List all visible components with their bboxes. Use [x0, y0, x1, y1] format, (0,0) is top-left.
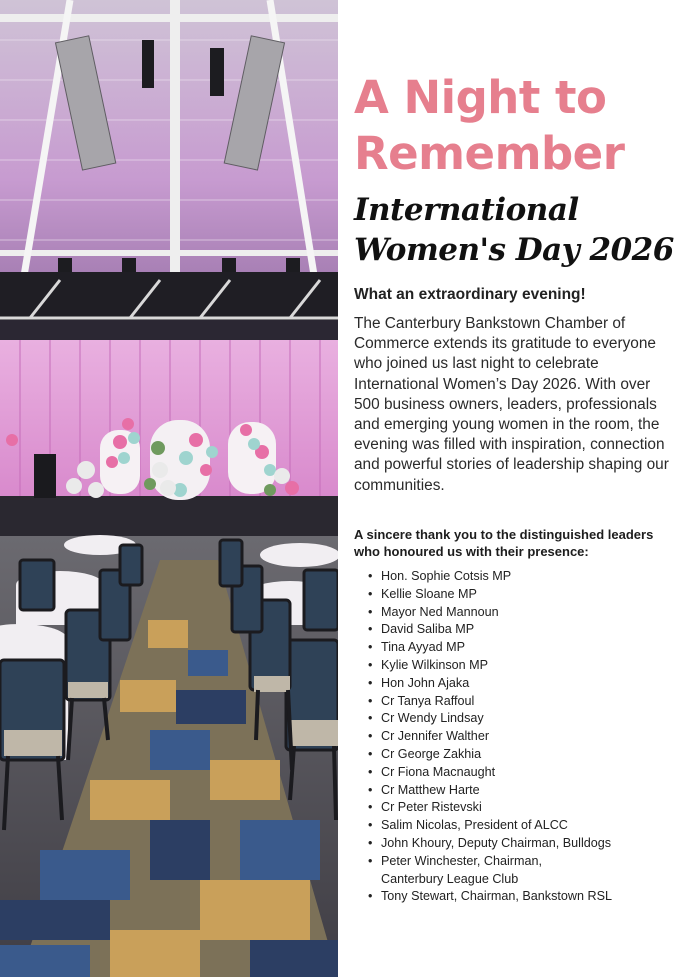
ballroom-photo-illustration [0, 0, 338, 977]
guest-item: • Hon. Sophie Cotsis MP [366, 568, 676, 586]
subheading: What an extraordinary evening! [354, 286, 586, 303]
intro-paragraph: The Canterbury Bankstown Chamber of Commerce extends its gratitude to everyone who joined us last night to celebrate International Women’s Day 2026. With over 500 business owners, leaders, professionals and emerging young women in the room, the evening was filled with inspiration, connection and powerful stories of leadership shaping our communities. [354, 315, 669, 494]
guest-item: • Tina Ayyad MP [366, 639, 676, 657]
guest-item: • Cr Jennifer Walther [366, 728, 676, 746]
guest-item: • John Khoury, Deputy Chairman, Bulldogs [366, 835, 676, 853]
guest-item: • Kellie Sloane MP [366, 586, 676, 604]
guest-item: • Hon John Ajaka [366, 675, 676, 693]
guest-item: • Mayor Ned Mannoun [366, 604, 676, 622]
guest-item: • Cr Matthew Harte [366, 782, 676, 800]
guest-item: • Cr Fiona Macnaught [366, 764, 676, 782]
guest-list [366, 568, 676, 906]
headline: A Night to Remember [354, 71, 625, 180]
guest-item: • Cr Tanya Raffoul [366, 693, 676, 711]
guest-item: • Tony Stewart, Chairman, Bankstown RSL [366, 888, 676, 906]
article-text [354, 0, 682, 977]
event-title: International Women's Day 2026 [354, 192, 674, 268]
thanks-heading: A sincere thank you to the distinguished leaders who honoured us with their presence: [354, 527, 654, 559]
guest-item: • Kylie Wilkinson MP [366, 657, 676, 675]
guest-item: • Salim Nicolas, President of ALCC [366, 817, 676, 835]
guest-item: • Peter Winchester, Chairman, Canterbury League Club [366, 853, 676, 889]
event-photo [0, 0, 338, 977]
guest-item: • Cr George Zakhia [366, 746, 676, 764]
guest-item: • Cr Wendy Lindsay [366, 710, 676, 728]
guest-item: • Cr Peter Ristevski [366, 799, 676, 817]
guest-item: • David Saliba MP [366, 621, 676, 639]
